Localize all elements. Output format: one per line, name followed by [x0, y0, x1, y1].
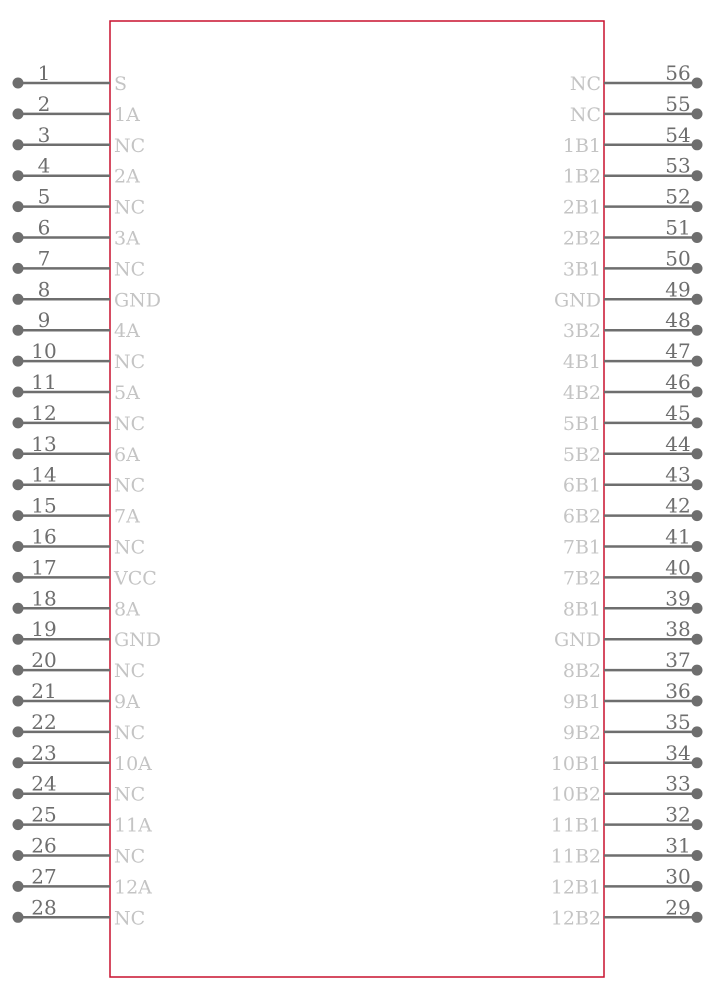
pin-endpoint[interactable]	[13, 232, 24, 243]
pin	[13, 216, 141, 250]
pin-endpoint[interactable]	[13, 634, 24, 645]
pin-number: 8	[37, 277, 51, 302]
pin-name: 9B1	[562, 691, 601, 713]
pin	[563, 123, 703, 157]
pin-name: 10B1	[550, 752, 601, 775]
pin-name: 3A	[114, 227, 140, 250]
pin-number: 27	[31, 864, 57, 889]
pin-name: S	[114, 73, 128, 95]
pin	[551, 834, 703, 868]
pin-endpoint[interactable]	[692, 108, 703, 119]
pin	[570, 61, 703, 95]
pin	[13, 370, 141, 404]
pin-name: NC	[114, 474, 146, 497]
pin-number: 4	[37, 153, 51, 178]
pin-number: 34	[665, 740, 691, 765]
pin-endpoint[interactable]	[692, 819, 703, 830]
pin-endpoint[interactable]	[692, 294, 703, 305]
pin	[13, 895, 146, 929]
pin	[13, 834, 146, 868]
pin-number: 51	[665, 215, 691, 240]
pin-number: 43	[665, 462, 691, 487]
pin-name: NC	[114, 412, 146, 435]
pin-number: 25	[31, 802, 57, 827]
pin-name: 6A	[114, 443, 140, 466]
pin-number: 52	[665, 184, 691, 209]
left-pin-group	[13, 61, 162, 929]
pin-endpoint[interactable]	[692, 912, 703, 923]
pin-name: 2A	[114, 165, 140, 188]
pin	[13, 339, 146, 373]
pin-number: 18	[31, 586, 57, 611]
pin-name: NC	[114, 258, 146, 281]
pin-endpoint[interactable]	[13, 788, 24, 799]
pin	[551, 772, 703, 806]
pin-endpoint[interactable]	[692, 665, 703, 676]
pin-endpoint[interactable]	[13, 881, 24, 892]
pin-name: GND	[553, 629, 601, 652]
pin-number: 7	[37, 246, 51, 271]
pin-name: NC	[569, 73, 601, 95]
pin-endpoint[interactable]	[692, 263, 703, 274]
pin-endpoint[interactable]	[692, 634, 703, 645]
pin-number: 28	[31, 895, 57, 920]
pin-number: 21	[31, 679, 57, 703]
pin	[13, 401, 146, 435]
pin	[554, 277, 703, 311]
pin-number: 9	[37, 308, 51, 333]
pin	[13, 617, 162, 651]
pin-name: 11B2	[550, 845, 601, 868]
pin-name: NC	[114, 721, 146, 744]
pin-name: NC	[114, 351, 146, 374]
pin-number: 45	[665, 400, 691, 425]
pin-name: 4B2	[562, 382, 601, 404]
pin-endpoint[interactable]	[692, 232, 703, 243]
pin	[563, 185, 703, 219]
pin-number: 54	[665, 122, 691, 147]
pin-name: 5B2	[562, 443, 601, 466]
right-pin-group	[551, 61, 703, 929]
pin	[551, 803, 703, 837]
pin-number: 1	[37, 61, 51, 85]
pin-name: 3B2	[562, 320, 601, 343]
pin-name: NC	[114, 536, 146, 559]
pin-number: 38	[665, 617, 691, 642]
pin	[13, 432, 141, 466]
pin	[570, 92, 703, 126]
pin-endpoint[interactable]	[692, 417, 703, 428]
pin	[563, 710, 703, 744]
pin	[563, 648, 703, 682]
pin-number: 2	[37, 91, 51, 116]
pin	[13, 277, 162, 311]
pin-endpoint[interactable]	[13, 294, 24, 305]
pin-endpoint[interactable]	[13, 665, 24, 676]
pin-name: 9B2	[562, 721, 601, 744]
pin-number: 41	[665, 524, 691, 549]
pin-name: GND	[114, 289, 162, 312]
pin-name: GND	[553, 289, 601, 312]
pin	[13, 864, 153, 898]
pin-endpoint[interactable]	[13, 757, 24, 768]
pin-number: 49	[665, 277, 691, 302]
pin	[13, 586, 141, 620]
pin-name: VCC	[114, 567, 157, 590]
pin-endpoint[interactable]	[692, 356, 703, 367]
pin-number: 36	[665, 679, 691, 703]
pin	[554, 617, 703, 651]
pin	[551, 741, 703, 775]
pin	[13, 185, 146, 219]
pin-endpoint[interactable]	[13, 325, 24, 336]
pin-number: 50	[665, 246, 691, 271]
pin-number: 35	[665, 709, 691, 734]
pin	[13, 92, 141, 126]
pin-endpoint[interactable]	[13, 356, 24, 367]
pin	[551, 895, 703, 929]
pin	[13, 555, 157, 589]
pin-name: 7B2	[562, 567, 601, 590]
pin	[13, 463, 146, 497]
pin-number: 10	[31, 339, 57, 364]
pin-number: 15	[31, 493, 57, 518]
pin-endpoint[interactable]	[692, 541, 703, 552]
pin-endpoint[interactable]	[692, 572, 703, 583]
pin-name: 10B2	[550, 783, 601, 806]
pin-number: 24	[31, 771, 57, 796]
pin-endpoint[interactable]	[13, 387, 24, 398]
pin-name: 7B1	[562, 536, 601, 559]
pin	[13, 710, 146, 744]
pin-number: 23	[31, 740, 57, 765]
pin-number: 12	[31, 400, 57, 425]
pin-name: 11A	[114, 814, 152, 837]
pin-endpoint[interactable]	[13, 417, 24, 428]
pin-name: 3B1	[562, 258, 601, 281]
pin	[563, 432, 703, 466]
pin-name: NC	[114, 134, 146, 157]
pin-endpoint[interactable]	[13, 603, 24, 614]
pin	[563, 525, 703, 559]
pin	[563, 463, 703, 497]
pin-name: 5A	[114, 382, 140, 404]
pin	[13, 772, 146, 806]
pin-name: NC	[114, 196, 146, 219]
pin-endpoint[interactable]	[692, 603, 703, 614]
pin-name: NC	[114, 783, 146, 806]
pin-name: NC	[569, 103, 601, 126]
pin	[563, 370, 703, 404]
pin-name: 7A	[114, 505, 140, 528]
pin-name: 1B1	[562, 134, 601, 157]
pin-name: 12A	[114, 876, 152, 899]
pin-name: 1B2	[562, 165, 601, 188]
pin	[563, 586, 703, 620]
pin-endpoint[interactable]	[692, 78, 703, 89]
pin	[13, 741, 153, 775]
pin-name: 2B1	[562, 196, 601, 219]
pin	[13, 154, 141, 188]
pin-name: 5B1	[562, 412, 601, 435]
pin	[13, 246, 146, 280]
pin	[551, 864, 703, 898]
pin-endpoint[interactable]	[13, 510, 24, 521]
pin-number: 48	[665, 308, 691, 333]
pin	[563, 679, 703, 713]
pin-number: 32	[665, 802, 691, 827]
pin-number: 33	[665, 771, 691, 796]
pin-name: 11B1	[550, 814, 601, 837]
pin-number: 37	[665, 648, 691, 673]
pin	[13, 308, 141, 342]
pin-endpoint[interactable]	[692, 448, 703, 459]
pin-number: 56	[665, 61, 691, 85]
pin-number: 47	[665, 339, 691, 364]
pin-name: 6B1	[562, 474, 601, 497]
pin-endpoint[interactable]	[13, 912, 24, 923]
pin-endpoint[interactable]	[13, 263, 24, 274]
pin-endpoint[interactable]	[692, 510, 703, 521]
pin-number: 5	[37, 184, 51, 209]
pin-endpoint[interactable]	[692, 325, 703, 336]
pin-number: 29	[665, 895, 691, 920]
pin-number: 14	[31, 462, 57, 487]
pin-name: 4B1	[562, 351, 601, 374]
pin-endpoint[interactable]	[692, 139, 703, 150]
pin-endpoint[interactable]	[692, 881, 703, 892]
pin-endpoint[interactable]	[13, 108, 24, 119]
pin-endpoint[interactable]	[13, 819, 24, 830]
pin	[13, 803, 153, 837]
pin-endpoint[interactable]	[692, 201, 703, 212]
pin-name: GND	[114, 629, 162, 652]
pin-number: 39	[665, 586, 691, 611]
pin-number: 16	[31, 524, 57, 549]
pin-number: 6	[37, 215, 51, 240]
pin-number: 17	[31, 555, 57, 580]
pin-number: 31	[665, 833, 691, 858]
pin-number: 40	[665, 555, 691, 580]
pin-endpoint[interactable]	[692, 696, 703, 707]
pin	[13, 494, 141, 528]
pin-endpoint[interactable]	[692, 170, 703, 181]
pin-number: 55	[665, 91, 691, 116]
pin-endpoint[interactable]	[13, 448, 24, 459]
pin-endpoint[interactable]	[692, 387, 703, 398]
pin-number: 3	[37, 122, 51, 147]
pin-endpoint[interactable]	[692, 726, 703, 737]
pin-name: 12B2	[550, 907, 601, 930]
pin-endpoint[interactable]	[13, 572, 24, 583]
pin-endpoint[interactable]	[13, 850, 24, 861]
pin-endpoint[interactable]	[13, 696, 24, 707]
pin	[13, 648, 146, 682]
pin-number: 53	[665, 153, 691, 178]
pin	[563, 494, 703, 528]
pin-endpoint[interactable]	[13, 726, 24, 737]
pin	[563, 246, 703, 280]
pin-name: NC	[114, 907, 146, 930]
pin-endpoint[interactable]	[692, 757, 703, 768]
pin-endpoint[interactable]	[13, 170, 24, 181]
pin-number: 11	[31, 370, 57, 394]
pin	[13, 525, 146, 559]
pin-number: 22	[31, 709, 57, 734]
pin-name: 2B2	[562, 227, 601, 250]
pin	[563, 555, 703, 589]
pin-name: 1A	[114, 103, 140, 126]
pin	[13, 123, 146, 157]
pin-name: 8B2	[562, 660, 601, 683]
pin	[563, 154, 703, 188]
pin-name: NC	[114, 660, 146, 683]
pin	[563, 216, 703, 250]
pin	[563, 339, 703, 373]
pin	[563, 308, 703, 342]
pin-name: 8A	[114, 598, 140, 621]
pin-endpoint[interactable]	[13, 479, 24, 490]
pin-name: 10A	[114, 752, 152, 775]
pin-number: 44	[665, 431, 691, 456]
pin-endpoint[interactable]	[13, 541, 24, 552]
pin-name: 6B2	[562, 505, 601, 528]
pin-name: NC	[114, 845, 146, 868]
pin-number: 42	[665, 493, 691, 518]
pin-number: 30	[665, 864, 691, 889]
pin-endpoint[interactable]	[692, 788, 703, 799]
pin-name: 12B1	[550, 876, 601, 899]
component-body	[110, 21, 604, 977]
pin-number: 19	[31, 617, 57, 642]
pin-name: 9A	[114, 691, 140, 713]
pin-number: 13	[31, 431, 57, 456]
pin-number: 26	[31, 833, 57, 858]
pin-name: 4A	[114, 320, 140, 343]
pin-number: 20	[31, 648, 57, 673]
pin-endpoint[interactable]	[13, 201, 24, 212]
pin-number: 46	[665, 370, 691, 394]
pin	[13, 679, 141, 713]
pin-endpoint[interactable]	[13, 78, 24, 89]
pin-endpoint[interactable]	[692, 850, 703, 861]
pin-endpoint[interactable]	[13, 139, 24, 150]
pin-endpoint[interactable]	[692, 479, 703, 490]
pin	[563, 401, 703, 435]
pin-name: 8B1	[562, 598, 601, 621]
